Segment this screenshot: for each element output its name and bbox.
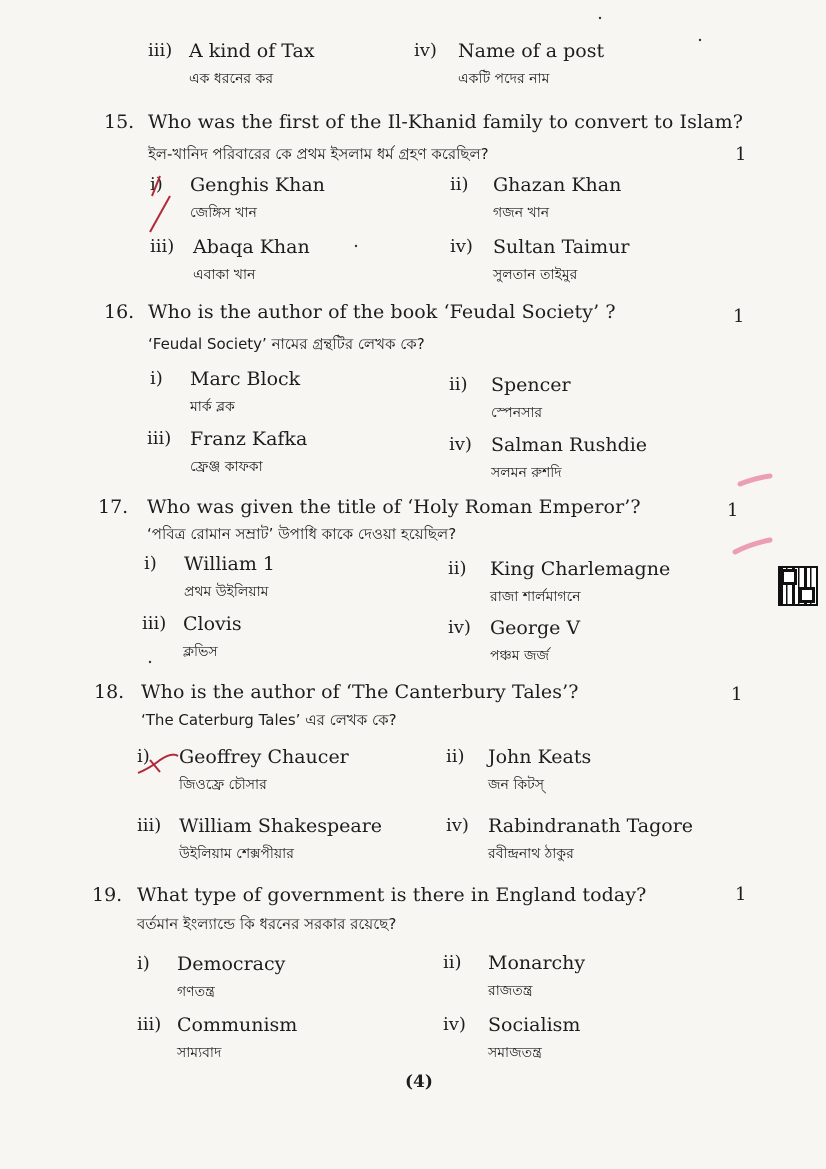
q16-question: Who is the author of the book ‘Feudal Society’ ? (148, 301, 616, 323)
q15-question: Who was the first of the Il-Khanid family to convert to Islam? (148, 111, 743, 133)
dust-speck (599, 17, 601, 19)
option-text-bn: প্রথম উইলিয়াম (184, 584, 269, 600)
q16-question-bn: ‘Feudal Society’ নামের গ্রন্থটির লেখক কে? (148, 335, 425, 353)
q17-marks: 1 (727, 500, 739, 521)
option-text-bn: এবাকা খান (193, 267, 256, 283)
q19-question-bn: বর্তমান ইংল্যান্ডে কি ধরনের সরকার রয়েছে? (137, 915, 397, 933)
option-text: Marc Block (190, 368, 301, 390)
option-text: King Charlemagne (490, 558, 671, 580)
q15-number: 15. (104, 111, 135, 133)
option-key: ii) (449, 374, 468, 395)
option-text-bn: একটি পদের নাম (458, 71, 550, 87)
option-text: Genghis Khan (190, 174, 325, 196)
option-key: iii) (142, 613, 167, 634)
option-text-bn: রবীন্দ্রনাথ ঠাকুর (488, 846, 574, 862)
option-text-bn: ফ্রেঞ্জ কাফকা (190, 459, 263, 475)
option-text: Communism (177, 1014, 298, 1036)
pen-slash-mark (150, 196, 170, 232)
option-key: iv) (446, 815, 469, 836)
highlighter-streak (735, 540, 770, 552)
option-text: A kind of Tax (189, 40, 315, 62)
q15-question-bn: ইল-খানিদ পরিবারের কে প্রথম ইসলাম ধর্ম গ্রহণ করেছিল? (148, 145, 489, 163)
q19-marks: 1 (735, 884, 747, 905)
option-text-bn: জেঙ্গিস খান (190, 205, 257, 221)
option-key: ii) (448, 558, 467, 579)
q19-question: What type of government is there in England today? (137, 884, 647, 906)
option-text-bn: উইলিয়াম শেক্সপীয়ার (179, 846, 294, 862)
option-text: Salman Rushdie (491, 434, 648, 456)
option-text-bn: মার্ক ব্লক (190, 399, 235, 415)
option-text-bn: জন কিটস্ (488, 777, 545, 793)
q18-question: Who is the author of ‘The Canterbury Tales’? (141, 681, 579, 703)
q18-number: 18. (94, 681, 125, 703)
option-text-bn: জিওফ্রে চৌসার (179, 777, 267, 793)
q18-question-bn: ‘The Caterburg Tales’ এর লেখক কে? (141, 711, 397, 729)
option-text: Franz Kafka (190, 428, 308, 450)
option-key: iii) (148, 40, 173, 61)
option-key: iv) (450, 236, 473, 257)
q18-marks: 1 (731, 684, 743, 705)
option-text-bn: স্পেনসার (491, 405, 543, 421)
option-text: George V (490, 617, 581, 639)
option-text-bn: গজন খান (493, 205, 550, 221)
option-text: Name of a post (458, 40, 605, 62)
option-key: i) (137, 746, 150, 767)
option-key: iii) (150, 236, 175, 257)
option-key: ii) (446, 746, 465, 767)
q17-question-bn: ‘পবিত্র রোমান সম্রাট’ উপাধি কাকে দেওয়া হয়েছিল? (147, 525, 457, 543)
option-key: i) (144, 553, 157, 574)
option-text-bn: এক ধরনের কর (189, 71, 274, 87)
option-text-bn: ক্লভিস (183, 644, 218, 660)
option-text: Rabindranath Tagore (488, 815, 694, 837)
option-text: John Keats (488, 746, 592, 768)
dust-speck (699, 39, 701, 41)
q17-question: Who was given the title of ‘Holy Roman Emperor’? (147, 496, 641, 518)
option-text: Monarchy (488, 952, 586, 974)
option-key: i) (137, 953, 150, 974)
option-text-bn: রাজতন্ত্র (488, 983, 533, 999)
option-text: Clovis (183, 613, 242, 635)
dust-speck (355, 245, 357, 247)
option-text: Ghazan Khan (493, 174, 622, 196)
qr-code-icon (778, 566, 818, 606)
dust-speck (149, 661, 151, 663)
option-text-bn: রাজা শার্লমাগনে (490, 589, 581, 605)
option-key: iv) (443, 1014, 466, 1035)
q17-number: 17. (98, 496, 129, 518)
option-text-bn: সলমন রুশদি (491, 465, 562, 481)
highlighter-streak (740, 476, 770, 484)
option-text-bn: সমাজতন্ত্র (488, 1045, 542, 1061)
option-key: iv) (449, 434, 472, 455)
option-text: Spencer (491, 374, 571, 396)
option-text: Abaqa Khan (193, 236, 310, 258)
option-text-bn: সাম্যবাদ (177, 1045, 222, 1061)
option-text: Geoffrey Chaucer (179, 746, 349, 768)
option-text: Sultan Taimur (493, 236, 630, 258)
option-key: i) (150, 174, 163, 195)
option-text-bn: গণতন্ত্র (177, 984, 215, 1000)
option-key: iii) (137, 1014, 162, 1035)
page-number: (4) (405, 1072, 433, 1092)
option-text: William 1 (184, 553, 275, 575)
pen-tick-mark (150, 760, 160, 772)
option-key: iii) (137, 815, 162, 836)
option-text: William Shakespeare (179, 815, 383, 837)
option-key: ii) (450, 174, 469, 195)
q16-number: 16. (104, 301, 135, 323)
option-key: iv) (448, 617, 471, 638)
option-text-bn: পঞ্চম জর্জ (490, 648, 550, 664)
q15-marks: 1 (735, 144, 747, 165)
option-text: Democracy (177, 953, 286, 975)
option-text-bn: সুলতান তাইমুর (493, 267, 578, 283)
option-key: iv) (414, 40, 437, 61)
option-key: iii) (147, 428, 172, 449)
option-key: i) (150, 368, 163, 389)
option-text: Socialism (488, 1014, 581, 1036)
q16-marks: 1 (733, 306, 745, 327)
option-key: ii) (443, 952, 462, 973)
q19-number: 19. (92, 884, 123, 906)
